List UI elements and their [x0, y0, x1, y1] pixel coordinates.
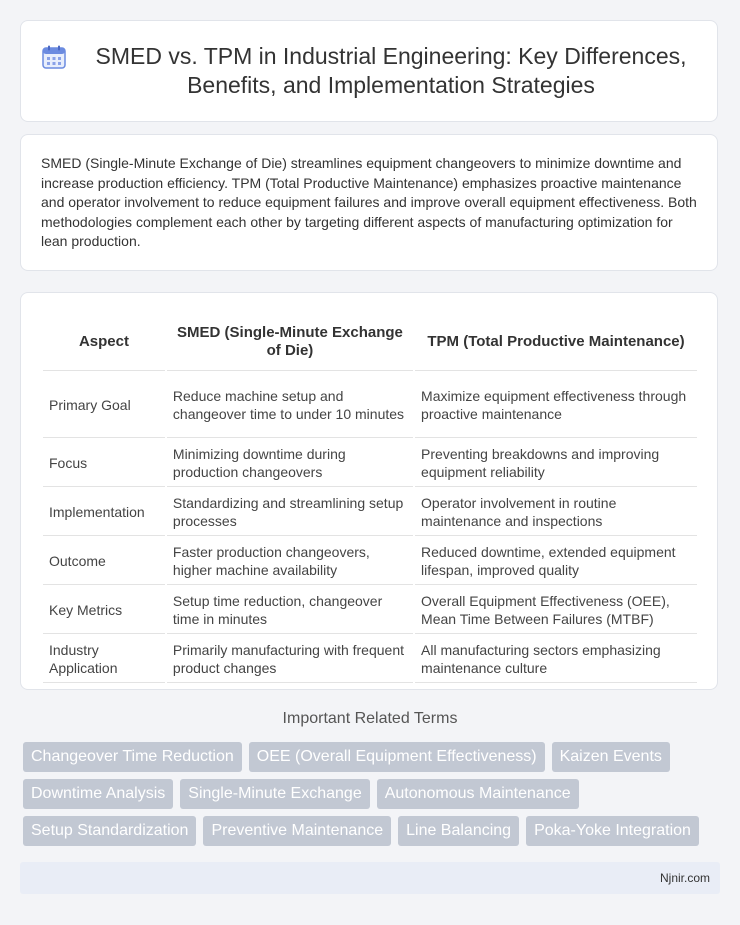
- table-cell-tpm: All manufacturing sectors emphasizing maintenance culture: [415, 636, 697, 683]
- related-term-tag[interactable]: Line Balancing: [398, 816, 519, 846]
- table-header-tpm: TPM (Total Productive Maintenance): [415, 313, 697, 371]
- table-row: [43, 440, 697, 487]
- related-term-tag[interactable]: Downtime Analysis: [23, 779, 173, 809]
- header-card: [20, 20, 718, 122]
- table-header-row: [43, 313, 697, 371]
- table-header-aspect: Aspect: [43, 313, 165, 371]
- table-row: [43, 489, 697, 536]
- table-cell-aspect: Industry Application: [43, 636, 165, 683]
- table-cell-tpm: Preventing breakdowns and improving equipment reliability: [415, 440, 697, 487]
- table-cell-tpm: Reduced downtime, extended equipment lifespan, improved quality: [415, 538, 697, 585]
- table-cell-smed: Setup time reduction, changeover time in minutes: [167, 587, 413, 634]
- related-terms-row: [23, 816, 723, 846]
- related-term-tag[interactable]: Preventive Maintenance: [203, 816, 391, 846]
- table-cell-aspect: Outcome: [43, 538, 165, 585]
- table-cell-tpm: Maximize equipment effectiveness through proactive maintenance: [415, 373, 697, 438]
- table-row: [43, 587, 697, 634]
- table-cell-smed: Faster production changeovers, higher machine availability: [167, 538, 413, 585]
- table-cell-aspect: Focus: [43, 440, 165, 487]
- calendar-icon: [41, 44, 67, 70]
- table-cell-smed: Reduce machine setup and changeover time to under 10 minutes: [167, 373, 413, 438]
- footer: [20, 862, 720, 894]
- comparison-table-card: [20, 292, 718, 690]
- related-terms-row: [23, 742, 723, 772]
- related-term-tag[interactable]: Single-Minute Exchange: [180, 779, 369, 809]
- table-cell-aspect: Key Metrics: [43, 587, 165, 634]
- intro-card: [20, 134, 718, 271]
- comparison-table: [41, 311, 699, 685]
- table-cell-tpm: Overall Equipment Effectiveness (OEE), Mean Time Between Failures (MTBF): [415, 587, 697, 634]
- table-cell-smed: Minimizing downtime during production changeovers: [167, 440, 413, 487]
- footer-site-link[interactable]: Njnir.com: [659, 871, 710, 885]
- table-row: [43, 636, 697, 683]
- table-cell-aspect: Implementation: [43, 489, 165, 536]
- table-row: [43, 538, 697, 585]
- related-terms-row: [23, 779, 723, 809]
- related-term-tag[interactable]: Poka-Yoke Integration: [526, 816, 699, 846]
- related-term-tag[interactable]: Autonomous Maintenance: [377, 779, 579, 809]
- related-term-tag[interactable]: Changeover Time Reduction: [23, 742, 242, 772]
- related-term-tag[interactable]: Kaizen Events: [552, 742, 670, 772]
- page-title: SMED vs. TPM in Industrial Engineering: Key Differences, Benefits, and Implementation Strategies: [95, 43, 687, 98]
- related-terms-title: Important Related Terms: [282, 710, 458, 727]
- related-term-tag[interactable]: OEE (Overall Equipment Effectiveness): [249, 742, 545, 772]
- related-term-tag[interactable]: Setup Standardization: [23, 816, 196, 846]
- table-cell-smed: Standardizing and streamlining setup processes: [167, 489, 413, 536]
- related-terms: [23, 742, 723, 853]
- table-cell-smed: Primarily manufacturing with frequent product changes: [167, 636, 413, 683]
- table-cell-aspect: Primary Goal: [43, 373, 165, 438]
- table-row: [43, 373, 697, 438]
- table-header-smed: SMED (Single-Minute Exchange of Die): [167, 313, 413, 371]
- table-cell-tpm: Operator involvement in routine maintenance and inspections: [415, 489, 697, 536]
- intro-text: SMED (Single-Minute Exchange of Die) streamlines equipment changeovers to minimize downtime and increase production efficiency. TPM (Total Productive Maintenance) emphasizes proactive maintenance and operator involvement to reduce equipment failures and improve overall equipment effectiveness. Both methodologies complement each other by targeting different aspects of manufacturing optimization for lean production.: [41, 155, 697, 249]
